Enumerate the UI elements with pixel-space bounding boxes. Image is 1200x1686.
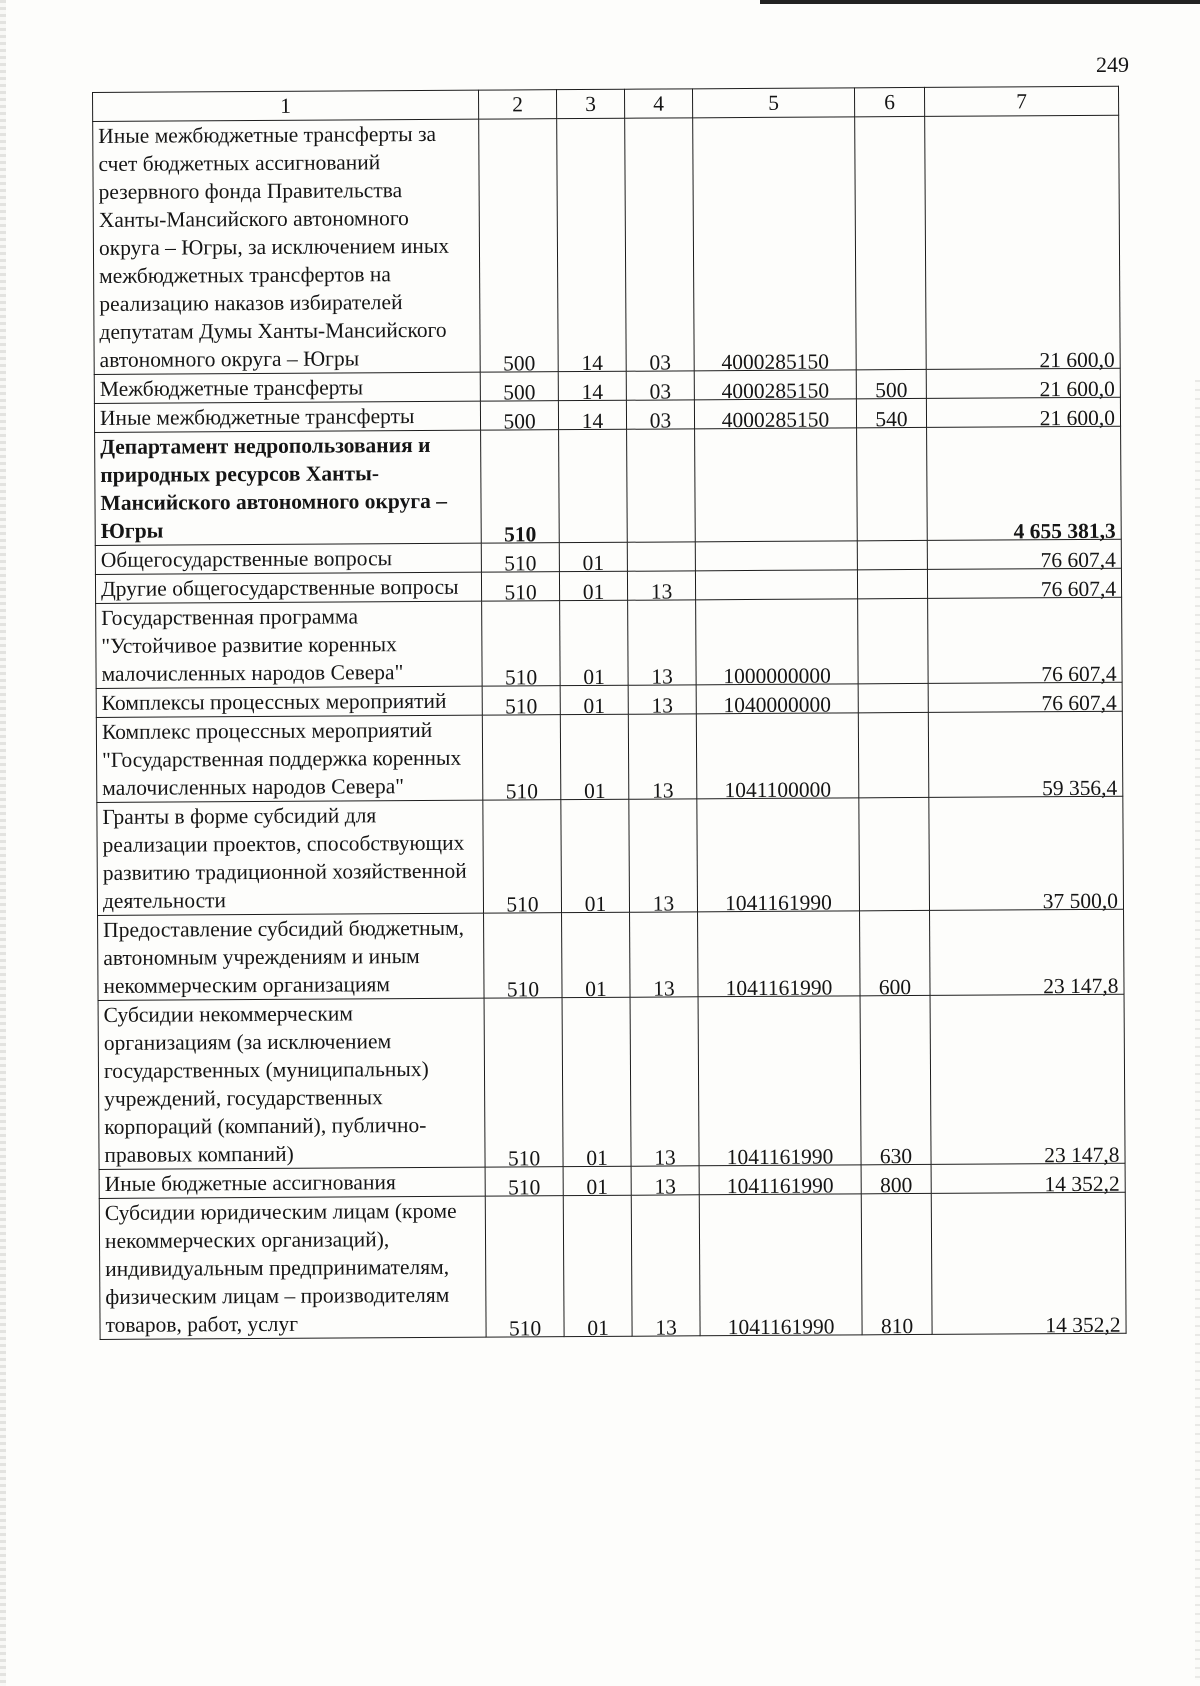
row-code-subsection bbox=[626, 400, 694, 433]
row-code-subsection bbox=[627, 571, 695, 604]
row-code-section-value: 01 bbox=[582, 550, 605, 576]
row-code-expense-type bbox=[859, 797, 930, 910]
row-code-section bbox=[563, 1195, 632, 1340]
row-code-target bbox=[694, 399, 856, 433]
row-code-target-value: 1041161990 bbox=[725, 890, 832, 916]
row-code-expense-type-value: 810 bbox=[880, 1314, 914, 1339]
row-code-expense-type bbox=[857, 569, 927, 598]
row-amount-value: 23 147,8 bbox=[1043, 973, 1119, 999]
table-row bbox=[95, 426, 1122, 545]
row-name: Гранты в форме субсидий для реализации проектов, способствующих развитию традиционной хозяйственной деятельности bbox=[97, 800, 484, 915]
scan-edge-left bbox=[0, 0, 6, 1686]
table-row bbox=[96, 711, 1123, 802]
row-code-admin-value: 510 bbox=[506, 977, 540, 1002]
row-code-expense-type bbox=[861, 1193, 932, 1339]
row-code-admin bbox=[479, 119, 559, 376]
row-amount bbox=[930, 994, 1125, 1168]
row-code-subsection-value: 03 bbox=[649, 379, 672, 404]
column-header: 3 bbox=[556, 89, 624, 118]
row-amount bbox=[925, 115, 1121, 373]
row-code-subsection bbox=[628, 714, 697, 803]
row-amount bbox=[927, 426, 1122, 544]
row-code-section bbox=[561, 799, 630, 917]
row-code-subsection-value: 13 bbox=[652, 891, 675, 916]
row-code-section-value: 14 bbox=[581, 379, 604, 405]
row-name: Общегосударственные вопросы bbox=[95, 543, 481, 574]
row-code-section-value: 14 bbox=[581, 350, 603, 376]
row-amount-value: 76 607,4 bbox=[1041, 661, 1117, 687]
table-row bbox=[93, 115, 1121, 374]
row-code-section-value: 01 bbox=[586, 1174, 609, 1199]
row-code-expense-type-value: 540 bbox=[875, 407, 908, 432]
row-code-target-value: 1041100000 bbox=[724, 777, 832, 803]
row-code-admin bbox=[481, 572, 559, 605]
row-code-section bbox=[558, 400, 626, 434]
row-code-target-value: 4000285150 bbox=[721, 407, 830, 433]
row-amount-value: 76 607,4 bbox=[1040, 576, 1117, 602]
row-code-subsection bbox=[627, 429, 696, 542]
row-code-subsection-value: 13 bbox=[651, 778, 674, 803]
row-code-section-value: 01 bbox=[582, 579, 605, 605]
row-code-section-value: 14 bbox=[581, 408, 604, 434]
row-code-section bbox=[557, 118, 627, 376]
row-code-admin-value: 510 bbox=[504, 522, 537, 547]
row-code-section bbox=[559, 429, 628, 542]
row-name: Иные бюджетные ассигнования bbox=[99, 1167, 485, 1198]
row-code-target bbox=[699, 1165, 861, 1199]
row-code-target bbox=[696, 599, 859, 689]
row-code-expense-type bbox=[855, 116, 927, 369]
row-code-subsection bbox=[625, 118, 695, 375]
row-code-expense-type-value: 600 bbox=[878, 975, 912, 1000]
row-code-target-value: 4000285150 bbox=[721, 349, 829, 375]
row-code-section bbox=[558, 371, 626, 405]
row-code-admin-value: 500 bbox=[503, 380, 536, 405]
row-code-expense-type bbox=[856, 398, 926, 432]
row-code-subsection bbox=[627, 542, 695, 571]
row-code-target-value: 1041161990 bbox=[725, 975, 833, 1001]
row-code-admin bbox=[482, 686, 560, 719]
row-name: Субсидии юридическим лицам (кроме некоммерческих организаций), индивидуальным предпринимателям, физическим лицам – производителям товаров, работ, услуг bbox=[99, 1196, 486, 1339]
row-amount bbox=[927, 568, 1121, 602]
row-code-subsection-value: 13 bbox=[654, 1145, 676, 1170]
row-code-target bbox=[696, 684, 858, 718]
column-header: 1 bbox=[93, 90, 479, 121]
column-header: 2 bbox=[478, 90, 556, 119]
row-amount bbox=[931, 1192, 1126, 1338]
row-code-subsection-value: 13 bbox=[654, 1174, 677, 1199]
row-code-subsection bbox=[631, 1166, 699, 1199]
row-code-admin-value: 510 bbox=[504, 665, 538, 690]
scan-edge-top bbox=[760, 0, 1200, 4]
row-code-section-value: 01 bbox=[583, 693, 606, 719]
row-name: Другие общегосударственные вопросы bbox=[95, 572, 481, 603]
row-code-section bbox=[563, 1166, 631, 1199]
column-header: 4 bbox=[624, 89, 692, 118]
row-code-target-value: 4000285150 bbox=[721, 378, 830, 404]
column-header: 7 bbox=[924, 86, 1118, 116]
row-code-target bbox=[697, 798, 860, 916]
page-number: 249 bbox=[1096, 52, 1129, 77]
row-name: Государственная программа "Устойчивое развитие коренных малочисленных народов Севера" bbox=[96, 601, 483, 688]
row-code-expense-type bbox=[860, 910, 931, 1000]
row-name: Субсидии некоммерческим организациям (за исключением государственных (муниципальных) учреждений, государственных корпораций (компаний), публично-правовых компаний) bbox=[98, 998, 485, 1169]
row-code-admin-value: 510 bbox=[507, 1146, 541, 1171]
row-code-section bbox=[562, 997, 631, 1171]
row-code-subsection-value: 03 bbox=[649, 350, 671, 375]
row-code-admin-value: 510 bbox=[505, 694, 538, 719]
row-code-admin bbox=[481, 430, 560, 547]
row-name: Иные межбюджетные трансферты bbox=[94, 401, 480, 432]
row-code-admin bbox=[480, 401, 558, 434]
row-code-subsection-value: 13 bbox=[653, 976, 675, 1001]
row-name: Предоставление субсидий бюджетным, автономным учреждениям и иным некоммерческим организациям bbox=[98, 913, 485, 1000]
row-amount-value: 4 655 381,3 bbox=[1013, 518, 1116, 544]
row-amount bbox=[926, 397, 1120, 431]
row-amount bbox=[928, 682, 1122, 716]
row-code-admin-value: 510 bbox=[504, 580, 537, 605]
row-code-section-value: 01 bbox=[586, 1145, 608, 1171]
row-code-section bbox=[559, 571, 627, 605]
row-name: Иные межбюджетные трансферты за счет бюджетных ассигнований резервного фонда Правительства Ханты-Мансийского автономного округа – Югры, за исключением иных межбюджетных трансфертов на реализацию наказов избирателей депутатам Думы Ханты-Мансийского автономного округа – Югры bbox=[93, 119, 481, 374]
row-code-admin bbox=[481, 543, 559, 576]
row-code-admin bbox=[482, 601, 561, 690]
row-code-admin-value: 510 bbox=[508, 1316, 542, 1341]
row-code-subsection-value: 13 bbox=[651, 664, 673, 689]
row-code-expense-type bbox=[857, 427, 928, 540]
row-code-expense-type-value: 500 bbox=[875, 378, 908, 403]
row-code-admin bbox=[484, 998, 563, 1171]
row-code-admin-value: 510 bbox=[504, 551, 537, 576]
row-amount bbox=[928, 711, 1123, 801]
row-code-subsection bbox=[629, 799, 698, 916]
row-code-section bbox=[559, 542, 627, 576]
row-code-target bbox=[694, 370, 856, 404]
row-amount-value: 21 600,0 bbox=[1039, 376, 1115, 402]
row-code-subsection bbox=[631, 1195, 700, 1340]
row-code-subsection bbox=[630, 997, 699, 1170]
row-code-expense-type bbox=[858, 712, 929, 797]
row-code-subsection-value: 13 bbox=[651, 693, 674, 718]
row-code-admin bbox=[482, 715, 561, 804]
row-code-admin bbox=[483, 800, 562, 917]
row-code-expense-type bbox=[861, 1164, 931, 1198]
row-code-section bbox=[560, 685, 628, 719]
row-code-expense-type-value: 800 bbox=[879, 1173, 913, 1198]
table-row bbox=[98, 994, 1125, 1169]
row-code-target bbox=[695, 428, 858, 542]
row-code-section bbox=[560, 714, 629, 804]
row-code-admin-value: 510 bbox=[508, 1175, 541, 1200]
row-code-target bbox=[698, 996, 861, 1170]
row-code-subsection-value: 13 bbox=[650, 579, 673, 604]
row-amount bbox=[929, 796, 1124, 914]
column-header: 6 bbox=[854, 87, 924, 116]
row-code-admin-value: 500 bbox=[503, 409, 536, 434]
row-code-section-value: 01 bbox=[587, 1315, 609, 1340]
row-code-admin bbox=[485, 1196, 564, 1341]
row-code-section-value: 01 bbox=[585, 976, 607, 1002]
row-code-admin bbox=[485, 1167, 563, 1200]
row-code-expense-type bbox=[857, 540, 927, 569]
row-amount bbox=[930, 909, 1125, 999]
row-amount-value: 21 600,0 bbox=[1039, 347, 1115, 373]
row-code-subsection bbox=[628, 600, 697, 689]
column-header: 5 bbox=[692, 88, 854, 118]
row-code-subsection-value: 13 bbox=[655, 1315, 677, 1340]
row-amount-value: 59 356,4 bbox=[1041, 775, 1118, 801]
row-code-expense-type bbox=[856, 369, 926, 403]
row-code-admin-value: 510 bbox=[505, 779, 538, 804]
row-code-target-value: 1041161990 bbox=[726, 1144, 834, 1170]
row-code-expense-type-value: 630 bbox=[879, 1144, 913, 1169]
row-amount bbox=[926, 368, 1120, 402]
row-code-subsection bbox=[628, 685, 696, 718]
table-row bbox=[97, 796, 1124, 915]
table-row bbox=[98, 909, 1125, 1000]
row-amount bbox=[931, 1163, 1125, 1197]
row-code-admin bbox=[480, 372, 558, 405]
row-code-subsection bbox=[630, 912, 699, 1001]
row-code-target bbox=[698, 911, 861, 1001]
row-code-section bbox=[560, 600, 629, 690]
row-amount-value: 76 607,4 bbox=[1041, 690, 1117, 716]
row-code-expense-type bbox=[860, 995, 931, 1169]
row-code-admin bbox=[484, 913, 563, 1002]
row-code-expense-type bbox=[858, 683, 928, 712]
row-amount-value: 14 352,2 bbox=[1045, 1312, 1121, 1338]
row-code-target bbox=[696, 713, 859, 803]
row-code-section-value: 01 bbox=[584, 891, 607, 917]
row-code-target-value: 1041161990 bbox=[726, 1173, 834, 1199]
row-code-target bbox=[695, 570, 857, 600]
row-name: Комплексы процессных мероприятий bbox=[96, 686, 482, 717]
row-name: Комплекс процессных мероприятий "Государственная поддержка коренных малочисленных народов Севера" bbox=[96, 715, 483, 802]
row-code-admin-value: 510 bbox=[506, 892, 539, 917]
row-amount-value: 23 147,8 bbox=[1044, 1142, 1120, 1168]
row-amount-value: 76 607,4 bbox=[1040, 547, 1116, 573]
row-code-target bbox=[693, 117, 857, 375]
table-row bbox=[99, 1192, 1126, 1339]
row-amount bbox=[927, 539, 1121, 573]
row-code-section-value: 01 bbox=[583, 664, 605, 690]
row-code-section bbox=[562, 912, 631, 1002]
row-name: Департамент недропользования и природных ресурсов Ханты-Мансийского автономного округа – Югры bbox=[95, 430, 482, 545]
row-code-target-value: 1000000000 bbox=[723, 663, 831, 689]
row-code-section-value: 01 bbox=[583, 778, 606, 804]
row-code-target bbox=[695, 541, 857, 571]
row-code-target-value: 1041161990 bbox=[727, 1314, 835, 1340]
budget-table bbox=[92, 86, 1127, 1340]
row-code-admin-value: 500 bbox=[502, 351, 536, 376]
row-code-subsection bbox=[626, 371, 694, 404]
row-code-subsection-value: 03 bbox=[649, 408, 672, 433]
row-amount bbox=[928, 597, 1123, 687]
row-code-expense-type bbox=[858, 598, 929, 683]
row-amount-value: 14 352,2 bbox=[1044, 1171, 1120, 1197]
row-name: Межбюджетные трансферты bbox=[94, 372, 480, 403]
table-row bbox=[96, 597, 1123, 688]
row-amount-value: 21 600,0 bbox=[1039, 405, 1116, 431]
row-code-target bbox=[699, 1194, 862, 1340]
row-amount-value: 37 500,0 bbox=[1042, 888, 1119, 914]
scan-edge-right bbox=[1195, 380, 1200, 1680]
table-body bbox=[93, 115, 1126, 1339]
row-code-target-value: 1040000000 bbox=[723, 692, 832, 718]
